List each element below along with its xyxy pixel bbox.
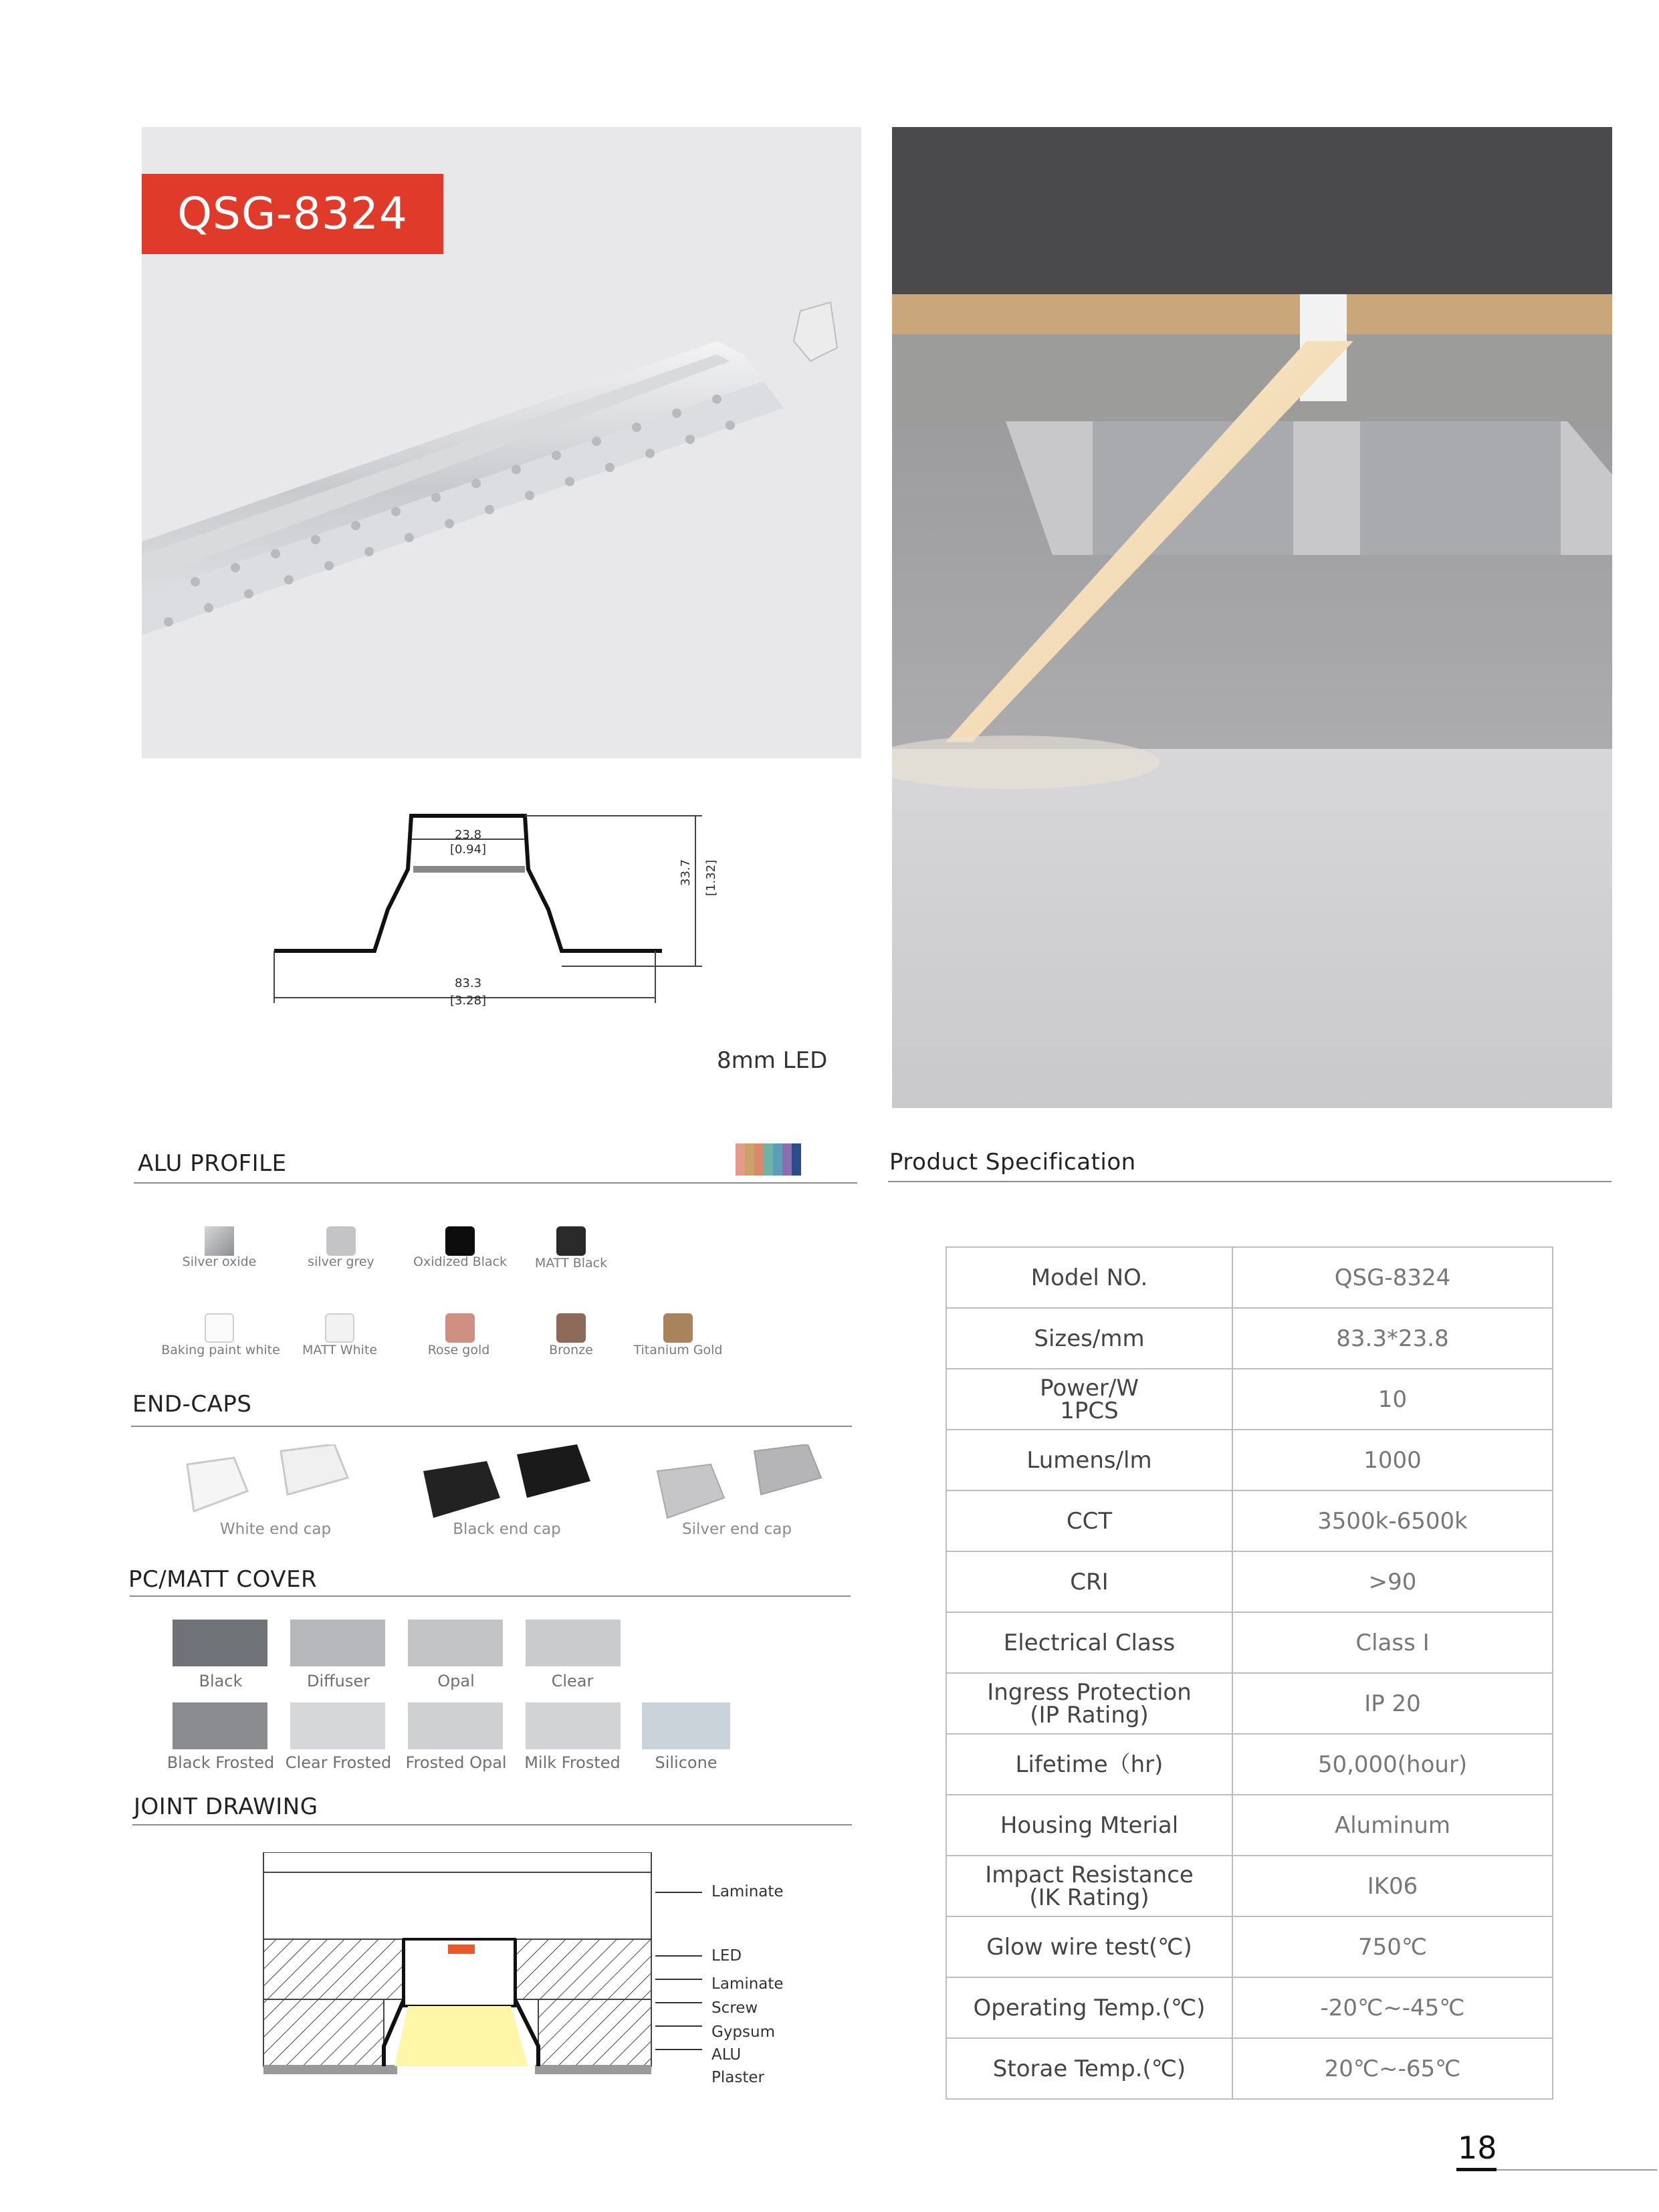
cover-heading: PC/MATT COVER [128,1566,318,1593]
cover-frosted-opal-swatch [408,1702,503,1749]
cover-label: Milk Frosted [524,1753,621,1772]
color-strip-segment [736,1143,745,1176]
spec-value: IK06 [1232,1856,1553,1916]
spec-row [946,2038,1553,2099]
joint-label-led: LED [711,1947,742,1965]
joint-cross-section-drawing [261,1852,729,2089]
led-size-note: 8mm LED [717,1047,828,1074]
ceiling-scene-illustration [892,127,1612,1108]
spec-row [946,1612,1553,1673]
spec-value: >90 [1232,1551,1553,1612]
joint-label-plaster: Plaster [711,2069,764,2086]
dim-height-in: [1.32] [704,859,718,896]
spec-key: Lumens/lm [946,1430,1232,1490]
end-cap-label: Silver end cap [682,1521,792,1538]
joint-label-screw: Screw [711,1999,758,2017]
color-strip-segment [792,1143,801,1176]
spec-key: Power/W 1PCS [946,1369,1232,1430]
spec-row [946,1916,1553,1977]
white-end-cap-image [181,1444,354,1527]
swatch-label: silver grey [308,1254,374,1269]
swatch-matt-white [325,1313,354,1343]
spec-row [946,1490,1553,1551]
cover-label: Diffuser [306,1672,370,1690]
cover-black-swatch [173,1620,267,1666]
swatch-label: MATT Black [534,1256,608,1270]
color-strip [736,1143,801,1176]
spec-key: Ingress Protection (IP Rating) [946,1673,1232,1734]
cover-label: Frosted Opal [405,1753,507,1772]
spec-key: Operating Temp.(℃) [946,1977,1232,2038]
spec-value: 50,000(hour) [1232,1734,1553,1795]
swatch-titanium-gold [663,1313,693,1343]
color-strip-segment [754,1143,764,1176]
dim-total-width-in: [3.28] [449,994,487,1008]
alu-profile-heading: ALU PROFILE [138,1150,287,1177]
swatch-oxidized-black [445,1226,475,1256]
spec-key: Impact Resistance (IK Rating) [946,1856,1232,1916]
cover-label: Silicone [655,1753,717,1772]
cover-clear-frosted-swatch [290,1702,385,1749]
page-number-underline [1456,2168,1497,2171]
color-strip-segment [773,1143,782,1176]
swatch-label: Silver oxide [182,1254,257,1269]
swatch-label: Bronze [549,1343,593,1357]
page-footer-rule [1497,2169,1657,2171]
spec-row [946,1308,1553,1369]
spec-value: Aluminum [1232,1795,1553,1856]
swatch-bronze [556,1313,586,1343]
spec-row [946,1977,1553,2038]
spec-value: 1000 [1232,1430,1553,1490]
cover-label: Opal [437,1672,475,1690]
cover-rule [130,1595,851,1597]
spec-value: 20℃~-65℃ [1232,2038,1553,2099]
spec-value: -20℃~-45℃ [1232,1977,1553,2038]
spec-value: 83.3*23.8 [1232,1308,1553,1369]
spec-value: Class I [1232,1612,1553,1673]
spec-value: 750℃ [1232,1916,1553,1977]
page-number: 18 [1458,2130,1497,2166]
color-strip-segment [745,1143,754,1176]
joint-label-gypsum: Gypsum [711,2023,775,2041]
cover-black-frosted-swatch [173,1702,267,1749]
joint-drawing-heading: JOINT DRAWING [134,1793,318,1820]
spec-row [946,1734,1553,1795]
swatch-label: Rose gold [427,1343,490,1357]
spec-row [946,1369,1553,1430]
spec-value: QSG-8324 [1232,1247,1553,1308]
swatch-rose-gold [445,1313,475,1343]
spec-row [946,1673,1553,1734]
cover-opal-swatch [408,1620,503,1666]
spec-key: CRI [946,1551,1232,1612]
joint-label-alu: ALU [711,2046,742,2064]
silver-end-cap-image [654,1444,828,1527]
cover-clear-swatch [526,1620,621,1666]
joint-label-laminate: Laminate [711,1975,784,1993]
cover-label: Black Frosted [167,1753,275,1772]
end-cap-label: White end cap [219,1521,332,1538]
spec-row [946,1430,1553,1490]
spec-key: Model NO. [946,1247,1232,1308]
dim-height: 33.7 [679,859,693,886]
cover-milk-frosted-swatch [526,1702,621,1749]
cover-silicone-swatch [642,1702,730,1749]
swatch-baking-paint-white [205,1313,234,1343]
cover-diffuser-swatch [290,1620,385,1666]
spec-key: Housing Mterial [946,1795,1232,1856]
profile-dimension-drawing [267,802,722,1023]
spec-key: Lifetime（hr) [946,1734,1232,1795]
spec-row [946,1551,1553,1612]
spec-row [946,1247,1553,1308]
dim-total-width: 83.3 [454,976,482,990]
swatch-label: Titanium Gold [633,1343,723,1357]
cover-label: Black [199,1672,243,1690]
end-caps-heading: END-CAPS [132,1391,252,1418]
spec-key: CCT [946,1490,1232,1551]
spec-heading: Product Specification [889,1149,1136,1176]
spec-rule [888,1181,1612,1182]
spec-value: IP 20 [1232,1673,1553,1734]
spec-key: Sizes/mm [946,1308,1232,1369]
black-end-cap-image [420,1444,594,1527]
model-tag: QSG-8324 [142,174,443,254]
spec-value: 3500k-6500k [1232,1490,1553,1551]
color-strip-segment [782,1143,792,1176]
installation-scene [892,127,1612,1108]
spec-row [946,1856,1553,1916]
joint-label-laminate-top: Laminate [711,1883,784,1900]
end-cap-label: Black end cap [453,1521,561,1538]
joint-drawing-rule [132,1824,852,1826]
spec-value: 10 [1232,1369,1553,1430]
swatch-label: Oxidized Black [413,1254,507,1269]
swatch-silver-oxide [205,1226,234,1256]
swatch-matt-black [556,1226,586,1256]
spec-key: Electrical Class [946,1612,1232,1673]
swatch-label: MATT White [302,1343,378,1357]
swatch-label: Baking paint white [161,1343,280,1357]
cover-label: Clear Frosted [285,1753,392,1772]
dim-inner-width-in: [0.94] [449,843,487,857]
spec-table [946,1246,1553,2100]
swatch-silver-grey [326,1226,356,1256]
dim-inner-width: 23.8 [454,828,482,842]
end-caps-rule [131,1426,852,1427]
spec-row [946,1795,1553,1856]
cross-section-drawing [267,802,722,1023]
spec-key: Storae Temp.(℃) [946,2038,1232,2099]
color-strip-segment [764,1143,773,1176]
alu-profile-rule [134,1182,857,1184]
spec-key: Glow wire test(℃) [946,1916,1232,1977]
cover-label: Clear [551,1672,594,1690]
